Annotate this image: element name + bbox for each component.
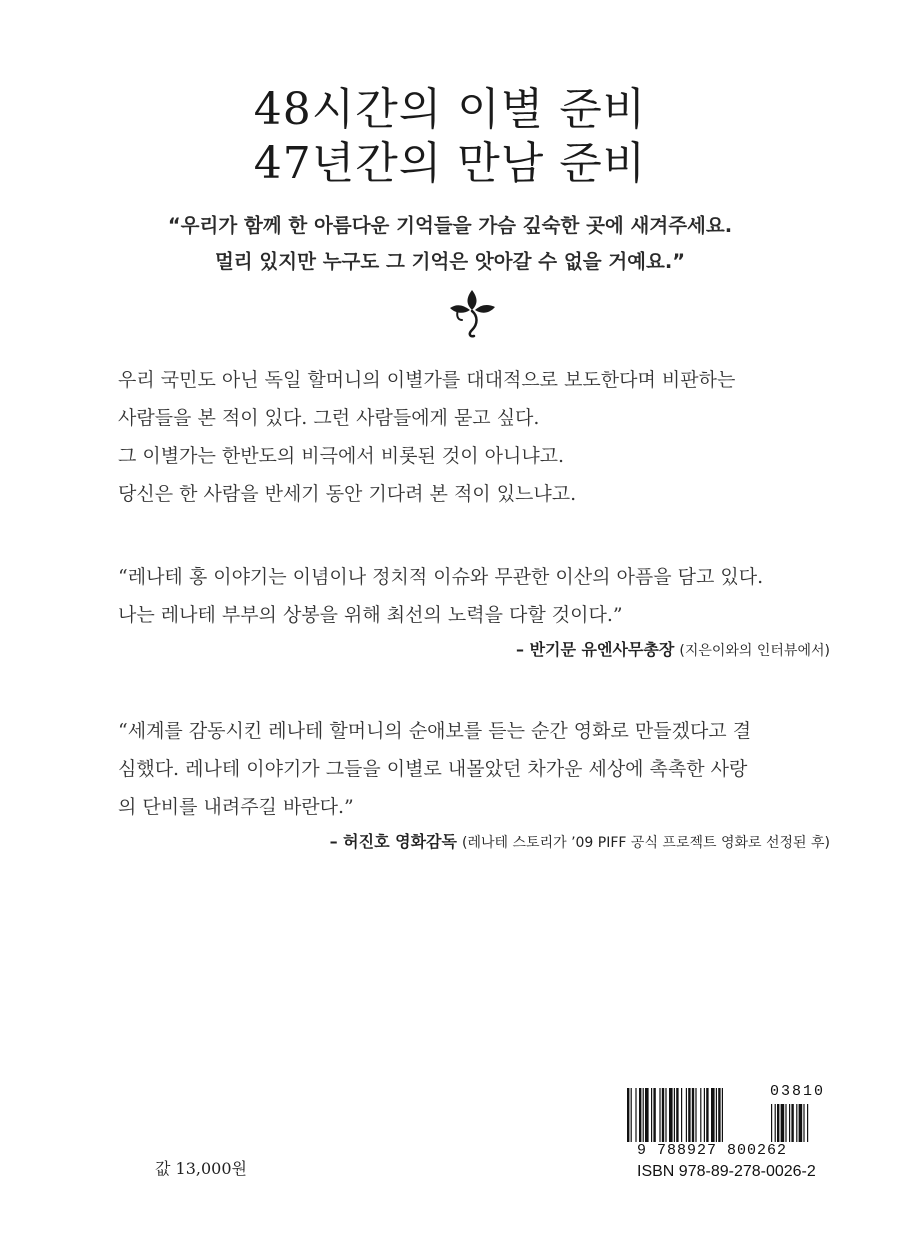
barcode-addon-bar	[785, 1104, 786, 1142]
barcode-bar	[686, 1088, 687, 1142]
barcode-bar	[695, 1088, 696, 1142]
barcode-bar	[704, 1088, 705, 1142]
barcode-bar	[669, 1088, 673, 1142]
price-label: 값 13,000원	[155, 1159, 247, 1178]
leaf-ornament-icon	[448, 284, 498, 338]
endorsement-2-attribution	[330, 830, 830, 855]
endorsement-1-line-2: 나는 레나테 부부의 상봉을 위해 최선의 노력을 다할 것이다.”	[118, 604, 623, 626]
headline-quote-line-1: “우리가 함께 한 아름다운 기억들을 가슴 깊숙한 곳에 새겨주세요.	[167, 214, 733, 237]
barcode-addon-bar	[789, 1104, 790, 1142]
barcode-bar	[681, 1088, 682, 1142]
isbn-number: ISBN 978-89-278-0026-2	[637, 1163, 816, 1180]
endorsement-1-attribution	[516, 638, 830, 663]
barcode-addon-bar	[771, 1104, 772, 1142]
barcode-bar	[631, 1088, 632, 1142]
barcode-bar	[700, 1088, 701, 1142]
barcode-bar	[688, 1088, 690, 1142]
intro-line-1: 우리 국민도 아닌 독일 할머니의 이별가를 대대적으로 보도한다며 비판하는	[118, 369, 736, 391]
barcode-bar	[639, 1088, 641, 1142]
barcode-addon-bar	[775, 1104, 776, 1142]
barcode-bar	[662, 1088, 664, 1142]
barcode-bar	[718, 1088, 720, 1142]
endorsement-1-line-1: “레나테 홍 이야기는 이념이나 정치적 이슈와 무관한 이산의 아픔을 담고 있다.	[118, 566, 764, 588]
barcode-bar	[665, 1088, 666, 1142]
intro-line-2: 사람들을 본 적이 있다. 그런 사람들에게 묻고 싶다.	[118, 407, 540, 429]
barcode-addon-bar	[796, 1104, 797, 1142]
barcode-bar	[716, 1088, 717, 1142]
endorsement-2-name: – 허진호 영화감독	[329, 832, 457, 851]
endorsement-2-line-3: 의 단비를 내려주길 바란다.”	[118, 796, 354, 818]
barcode-bar	[674, 1088, 675, 1142]
headline-quote-line-2: 멀리 있지만 누구도 그 기억은 앗아갈 수 없을 거예요.”	[214, 250, 686, 273]
title-line-1: 48시간의 이별 준비	[253, 84, 647, 135]
barcode-bar	[643, 1088, 644, 1142]
endorsement-2-line-2: 심했다. 레나테 이야기가 그들을 이별로 내몰았던 차가운 세상에 촉촉한 사랑	[118, 758, 748, 780]
barcode-bar	[722, 1088, 723, 1142]
endorsement-1-note: (지은이와의 인터뷰에서)	[679, 643, 830, 659]
barcode-addon-bar	[777, 1104, 779, 1142]
barcode-bar	[627, 1088, 629, 1142]
endorsement-2-note: (레나테 스토리가 ’09 PIFF 공식 프로젝트 영화로 선정된 후)	[462, 835, 830, 851]
barcode-bar	[645, 1088, 649, 1142]
barcode-bar	[653, 1088, 655, 1142]
barcode-bar	[635, 1088, 636, 1142]
endorsement-2-line-1: “세계를 감동시킨 레나테 할머니의 순애보를 듣는 순간 영화로 만들겠다고 결	[118, 720, 752, 742]
barcode-addon-bar	[791, 1104, 793, 1142]
barcode-addon-bar	[803, 1104, 804, 1142]
barcode-addon-bar	[781, 1104, 785, 1142]
title-line-2: 47년간의 만남 준비	[253, 138, 647, 189]
barcode-addon-bar	[799, 1104, 803, 1142]
barcode-addon-bar	[807, 1104, 808, 1142]
barcode-digits: 9 788927 800262	[637, 1142, 788, 1159]
endorsement-1-name: – 반기문 유엔사무총장	[516, 640, 675, 659]
intro-line-4: 당신은 한 사람을 반세기 동안 기다려 본 적이 있느냐고.	[118, 483, 577, 505]
intro-line-3: 그 이별가는 한반도의 비극에서 비롯된 것이 아니냐고.	[118, 445, 565, 467]
barcode-bar	[676, 1088, 678, 1142]
barcode-bar	[692, 1088, 694, 1142]
barcode-bar	[659, 1088, 660, 1142]
barcode-bar	[651, 1088, 652, 1142]
barcode-bar	[711, 1088, 715, 1142]
barcode-addon-code: 03810	[770, 1083, 826, 1100]
barcode-bar	[706, 1088, 708, 1142]
